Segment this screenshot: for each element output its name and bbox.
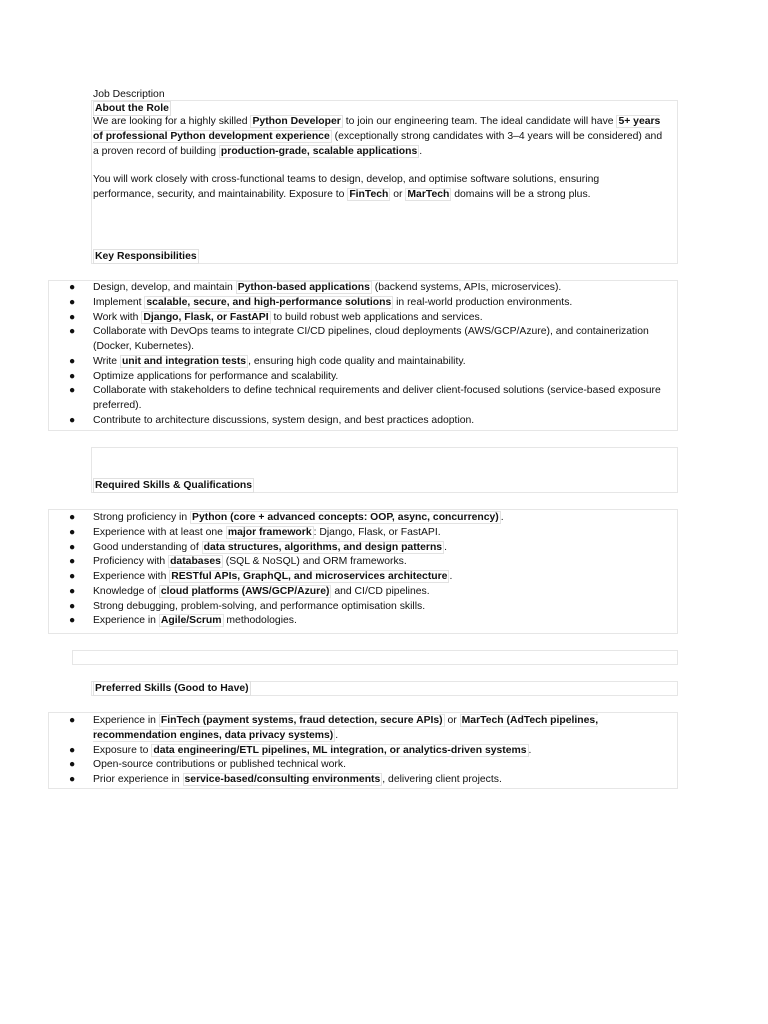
text-run: (exceptionally strong candidates with 3–4 years will be considered) and a proven record of building: [93, 130, 663, 157]
text-run: Good understanding of: [93, 541, 202, 553]
bullet-icon: ●: [69, 355, 76, 367]
required-heading: Required Skills & Qualifications: [95, 480, 253, 491]
list-item: [66, 773, 666, 788]
bold-text: MarTech (AdTech pipelines, recommendation engines, data privacy systems): [93, 715, 599, 741]
list-item: [66, 325, 666, 355]
bold-text: Python (core + advanced concepts: OOP, async, concurrency): [192, 512, 499, 523]
bullet-icon: ●: [69, 744, 76, 756]
list-item: [66, 511, 666, 526]
list-item: [66, 311, 666, 326]
bold-text: data engineering/ETL pipelines, ML integration, or analytics-driven systems: [153, 744, 527, 756]
text-run: , delivering client projects.: [382, 774, 502, 786]
text-run: Exposure to: [93, 744, 152, 756]
text-run: .: [444, 541, 447, 553]
list-item: [66, 370, 666, 385]
responsibilities-heading: Key Responsibilities: [95, 251, 197, 262]
list-item: [66, 355, 666, 370]
text-run: .: [419, 145, 423, 157]
bullet-icon: ●: [69, 296, 76, 308]
text-run: Strong debugging, problem-solving, and performance optimisation skills.: [93, 600, 426, 612]
list-item: [66, 555, 666, 570]
bold-text: unit and integration tests: [121, 355, 247, 367]
list-item: [66, 296, 666, 311]
bullet-icon: ●: [69, 615, 76, 627]
text-run: Work with: [93, 311, 142, 323]
text-run: Collaborate with DevOps teams to integrate CI/CD pipelines, cloud deployments (AWS/GCP/Azure), and containerization (Docker, Kubernetes).: [93, 326, 649, 353]
bold-text: Django, Flask, or FastAPI: [143, 311, 269, 323]
bullet-icon: ●: [69, 774, 76, 786]
text-run: to build robust web applications and services.: [270, 311, 483, 323]
text-run: .: [500, 512, 504, 523]
bold-text: major framework: [227, 526, 312, 538]
text-run: , ensuring high code quality and maintainability.: [248, 355, 466, 367]
bullet-icon: ●: [69, 541, 76, 553]
list-item: [66, 570, 666, 585]
text-run: (SQL & NoSQL) and ORM frameworks.: [222, 556, 407, 568]
text-run: Open-source contributions or published technical work.: [93, 759, 346, 771]
list-item: [66, 585, 666, 600]
text-run: Prior experience in: [93, 774, 183, 786]
bullet-icon: ●: [69, 600, 76, 612]
bullet-icon: ●: [69, 311, 76, 323]
text-run: in real-world production environments.: [393, 296, 573, 308]
text-run: or: [444, 715, 460, 726]
text-run: Experience with at least one: [93, 526, 226, 538]
text-run: Contribute to architecture discussions, system design, and best practices adoption.: [93, 414, 475, 426]
text-run: Proficiency with: [93, 556, 169, 568]
bullet-icon: ●: [69, 512, 76, 523]
text-run: Collaborate with stakeholders to define technical requirements and deliver client-focused solutions (service-based exposure preferred).: [93, 385, 661, 412]
text-run: You will work closely with cross-functional teams to design, develop, and optimise software solutions, ensuring performance, security, and maintainability. Exposure to: [93, 174, 600, 200]
list-item: [66, 600, 666, 615]
spacer-box: [72, 650, 678, 665]
list-item: [66, 414, 666, 429]
text-run: We are looking for a highly skilled: [93, 116, 251, 127]
bold-text: RESTful APIs, GraphQL, and microservices architecture: [171, 571, 448, 583]
list-item: [66, 541, 666, 556]
text-run: Strong proficiency in: [93, 512, 191, 523]
text-run: Optimize applications for performance and scalability.: [93, 370, 339, 382]
bullet-icon: ●: [69, 385, 76, 397]
list-item: [66, 281, 666, 296]
list-item: [66, 614, 666, 629]
bold-text: cloud platforms (AWS/GCP/Azure): [160, 585, 330, 597]
bullet-icon: ●: [69, 556, 76, 568]
text-run: Experience in: [93, 715, 159, 726]
bold-text: MarTech: [407, 188, 450, 200]
bold-text: Python Developer: [252, 116, 341, 127]
preferred-heading: Preferred Skills (Good to Have): [95, 683, 249, 694]
responsibilities-list: [66, 281, 666, 429]
bullet-icon: ●: [69, 571, 76, 583]
bold-text: production-grade, scalable applications: [220, 145, 418, 157]
text-run: methodologies.: [223, 615, 297, 627]
about-paragraph-2: [93, 173, 663, 203]
list-item: [66, 384, 666, 414]
bullet-icon: ●: [69, 715, 76, 726]
text-run: Implement: [93, 296, 145, 308]
preferred-list: [66, 714, 666, 788]
list-item: [66, 744, 666, 759]
bold-text: Python-based applications: [237, 282, 370, 293]
text-run: and CI/CD pipelines.: [331, 585, 430, 597]
text-run: Design, develop, and maintain: [93, 282, 236, 293]
text-run: .: [335, 729, 339, 741]
bullet-icon: ●: [69, 759, 76, 771]
text-run: (backend systems, APIs, microservices).: [371, 282, 562, 293]
list-item: [66, 758, 666, 773]
bold-text: FinTech (payment systems, fraud detection, secure APIs): [160, 715, 443, 726]
bullet-icon: ●: [69, 370, 76, 382]
text-run: .: [528, 744, 532, 756]
text-run: Experience with: [93, 571, 170, 583]
bullet-icon: ●: [69, 585, 76, 597]
about-paragraph-1: [93, 115, 663, 159]
bold-text: 5+ years of professional Python development experience: [93, 116, 661, 142]
bold-text: Agile/Scrum: [160, 615, 222, 627]
bold-text: scalable, secure, and high-performance solutions: [146, 296, 392, 308]
text-run: Knowledge of: [93, 585, 159, 597]
text-run: .: [449, 571, 453, 583]
required-list: [66, 511, 666, 629]
bold-text: service-based/consulting environments: [184, 774, 381, 786]
about-heading: About the Role: [95, 103, 169, 114]
bullet-icon: ●: [69, 526, 76, 538]
bold-text: FinTech: [349, 188, 389, 200]
bullet-icon: ●: [69, 326, 76, 338]
text-run: Write: [93, 355, 120, 367]
text-run: : Django, Flask, or FastAPI.: [313, 526, 441, 538]
text-run: to join our engineering team. The ideal candidate will have: [342, 116, 617, 127]
bold-text: databases: [170, 556, 221, 568]
bullet-icon: ●: [69, 414, 76, 426]
text-run: domains will be a strong plus.: [451, 188, 591, 200]
document-title: Job Description: [93, 89, 165, 100]
text-run: or: [390, 188, 406, 200]
text-run: Experience in: [93, 615, 159, 627]
list-item: [66, 526, 666, 541]
bullet-icon: ●: [69, 282, 76, 293]
bold-text: data structures, algorithms, and design patterns: [203, 541, 443, 553]
list-item: [66, 714, 666, 744]
